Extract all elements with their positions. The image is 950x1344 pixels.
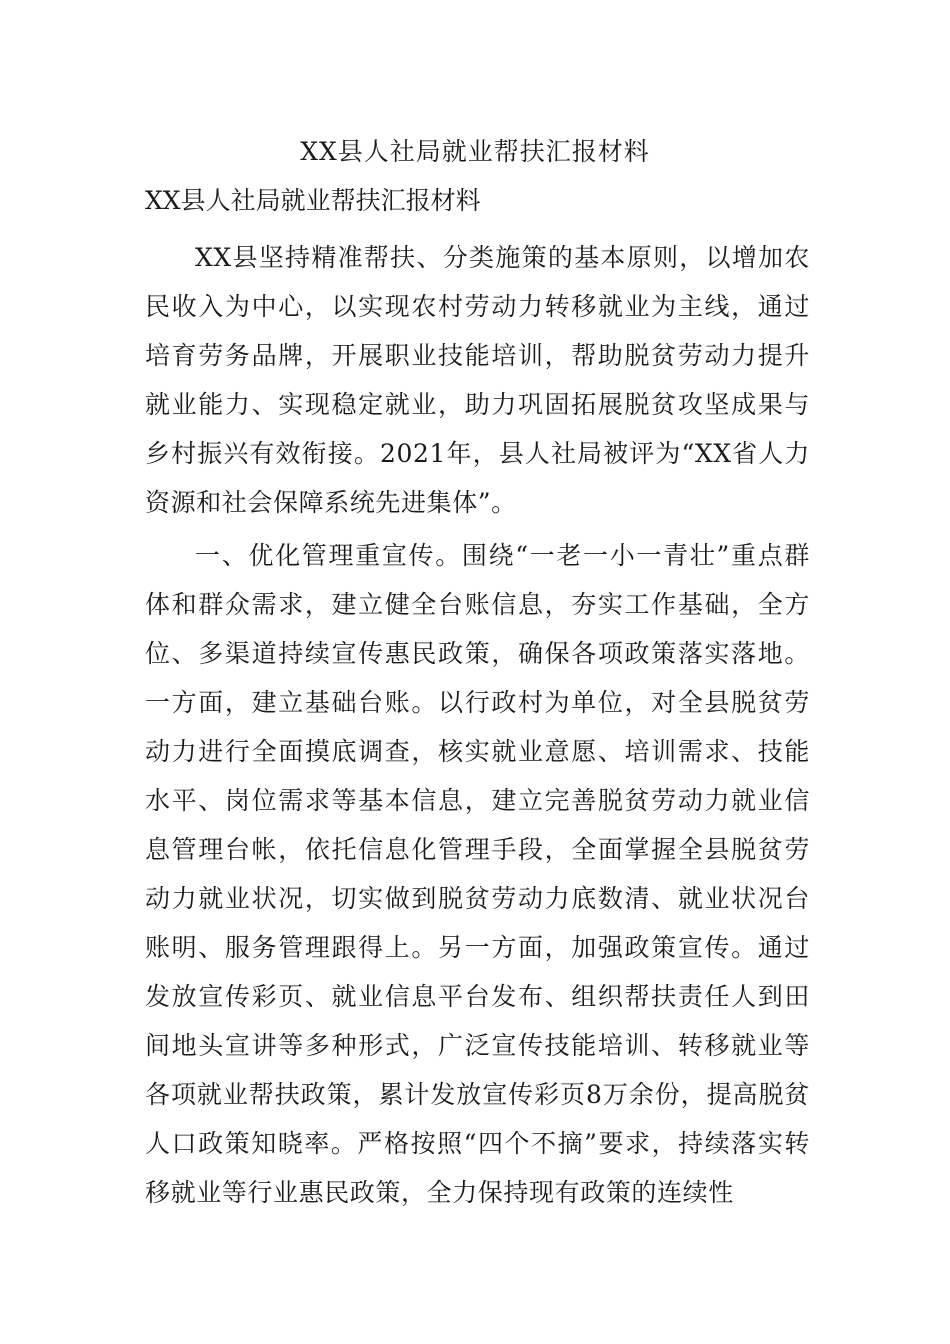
document-title: XX县人社局就业帮扶汇报材料	[300, 137, 650, 166]
paragraph-intro: XX县坚持精准帮扶、分类施策的基本原则，以增加农民收入为中心，以实现农村劳动力转移就业为主线，通过培育劳务品牌，开展职业技能培训，帮助脱贫劳动力提升就业能力、实现稳定就业，助力巩固拓展脱贫攻坚成果与乡村振兴有效衔接。2021年，县人社局被评为“XX省人力资源和社会保障系统先进集体”。	[145, 243, 810, 517]
document-body	[145, 233, 810, 1217]
document-subtitle: XX县人社局就业帮扶汇报材料	[145, 186, 481, 215]
paragraph-section-one: 一、优化管理重宣传。围绕“一老一小一青壮”重点群体和群众需求，建立健全台账信息，夯实工作基础，全方位、多渠道持续宣传惠民政策，确保各项政策落实落地。一方面，建立基础台账。以行政村为单位，对全县脱贫劳动力进行全面摸底调查，核实就业意愿、培训需求、技能水平、岗位需求等基本信息，建立完善脱贫劳动力就业信息管理台帐，依托信息化管理手段，全面掌握全县脱贫劳动力就业状况，切实做到脱贫劳动力底数清、就业状况台账明、服务管理跟得上。另一方面，加强政策宣传。通过发放宣传彩页、就业信息平台发布、组织帮扶责任人到田间地头宣讲等多种形式，广泛宣传技能培训、转移就业等各项就业帮扶政策，累计发放宣传彩页8万余份，提高脱贫人口政策知晓率。严格按照“四个不摘”要求，持续落实转移就业等行业惠民政策，全力保持现有政策的连续性	[145, 541, 810, 1207]
